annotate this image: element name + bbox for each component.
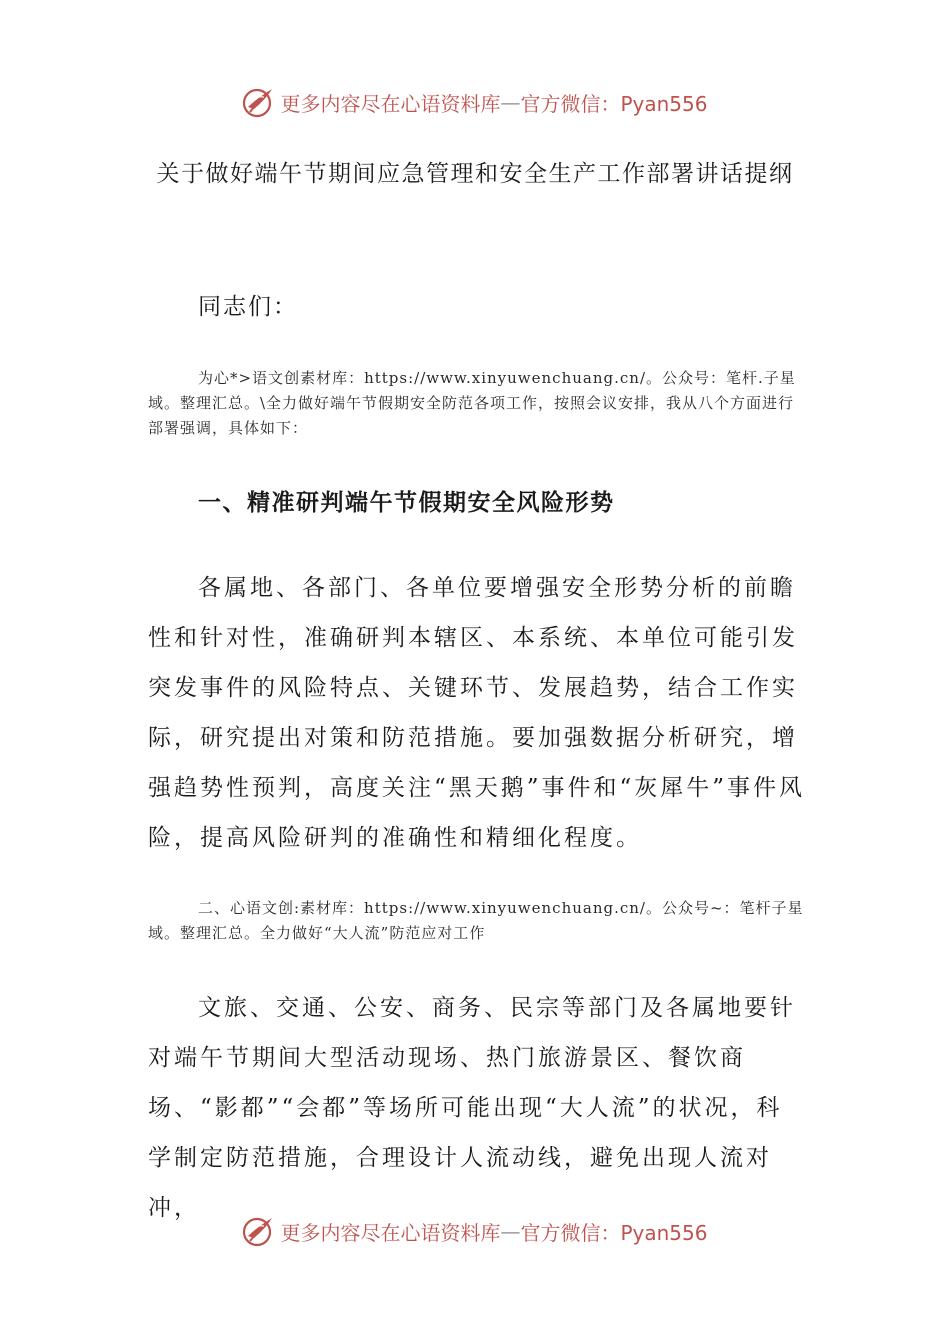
section-1-body: 各属地、各部门、各单位要增强安全形势分析的前瞻性和针对性，准确研判本辖区、本系统、本单位可能引发突发事件的风险特点、关键环节、发展趋势，结合工作实际，研究提出对策和防范措施。要加强数据分析研究，增强趋势性预判，高度关注“黑天鹅”事件和“灰犀牛”事件风险，提高风险研判的准确性和精细化程度。 <box>148 575 806 851</box>
quill-pen-logo-icon <box>242 85 276 119</box>
watermark-contact: 官方微信：Pyan556 <box>520 91 708 116</box>
salutation: 同志们： <box>198 294 298 320</box>
watermark-text: 更多内容尽在心语资料库 <box>280 1220 501 1245</box>
source-note-2: 二、心语文创:素材库：https://www.xinyuwenchuang.cn/。公众号~：笔杆子星域。整理汇总。全力做好“大人流”防范应对工作 <box>148 899 804 942</box>
document-title: 关于做好端午节期间应急管理和安全生产工作部署讲话提纲 <box>156 161 794 187</box>
watermark-text: 更多内容尽在心语资料库 <box>280 91 501 116</box>
watermark-separator: — <box>500 90 521 114</box>
watermark-contact: 官方微信：Pyan556 <box>520 1220 708 1245</box>
source-note-1: 为心*>语文创素材库：https://www.xinyuwenchuang.cn/。公众号：笔杆.子星域。整理汇总。\全力做好端午节假期安全防范各项工作，按照会议安排，我从八个方面进行部署强调，具体如下： <box>148 369 796 437</box>
section-2-body: 文旅、交通、公安、商务、民宗等部门及各属地要针对端午节期间大型活动现场、热门旅游景区、餐饮商场、“影都”“会都”等场所可能出现“大人流”的状况，科学制定防范措施，合理设计人流动线，避免出现人流对冲， <box>148 995 796 1221</box>
watermark-separator: — <box>500 1219 521 1243</box>
watermark-banner-bottom <box>0 1211 950 1251</box>
watermark-banner-top <box>0 82 950 122</box>
quill-pen-logo-icon <box>242 1214 276 1248</box>
section-1-heading: 一、精准研判端午节假期安全风险形势 <box>198 489 615 516</box>
